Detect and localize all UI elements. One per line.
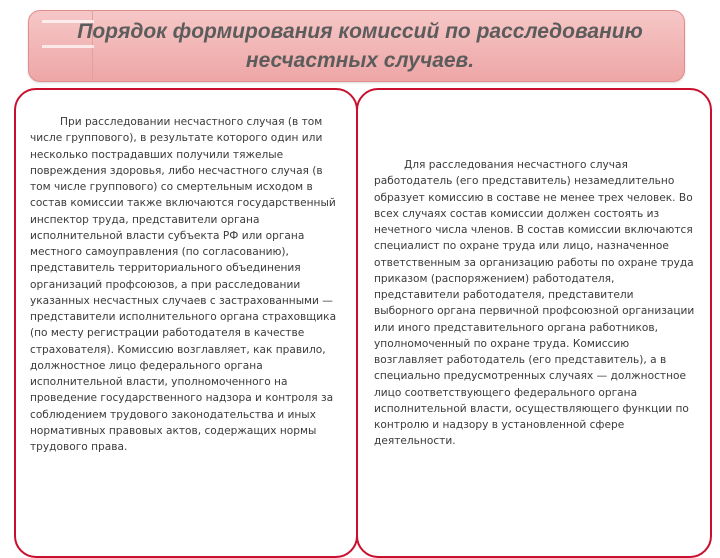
- right-panel-text: [374, 157, 696, 450]
- left-panel-body: При расследовании несчастного случая (в том числе группового), в результате которого один или несколько пострадавших получили тяжелые повреждения здоровья, либо несчастного случая (в том числе группового) со смертельным исходом в состав комиссии также включаются государственный инспектор труда, представители органа исполнительной власти субъекта РФ или органа местного самоуправления (по согласованию), представитель территориального объединения организаций профсоюзов, а при расследовании указанных несчастных случаев с застрахованными — представители исполнительного органа страховщика (по месту регистрации работодателя в качестве страхователя). Комиссию возглавляет, как правило, должностное лицо федерального органа исполнительной власти, уполномоченного на проведение государственного надзора и контроля за соблюдением трудового законодательства и иных нормативных правовых актов, содержащих нормы трудового права.: [30, 116, 337, 453]
- right-panel-body: Для расследования несчастного случая работодатель (его представитель) незамедлительно образует комиссию в составе не менее трех человек. Во всех случаях состав комиссии должен состоять из нечетного числа членов. В состав комиссии включаются специалист по охране труда или лицо, назначенное ответственным за организацию работы по охране труда приказом (распоряжением) работодателя, представители работодателя, представители выборного органа первичной профсоюзной организации или иного представительного органа работников, уполномоченный по охране труда. Комиссию возглавляет работодатель (его представитель), а в специально предусмотренных случаях — должностное лицо соответствующего федерального органа исполнительной власти, осуществляющего функции по контролю и надзору в установленной сфере деятельности.: [374, 159, 695, 448]
- left-panel-text: [30, 114, 340, 455]
- slide-title: Порядок формирования комиссий по расследованию несчастных случаев.: [77, 20, 643, 72]
- left-panel: [14, 88, 358, 558]
- right-panel: [356, 88, 712, 558]
